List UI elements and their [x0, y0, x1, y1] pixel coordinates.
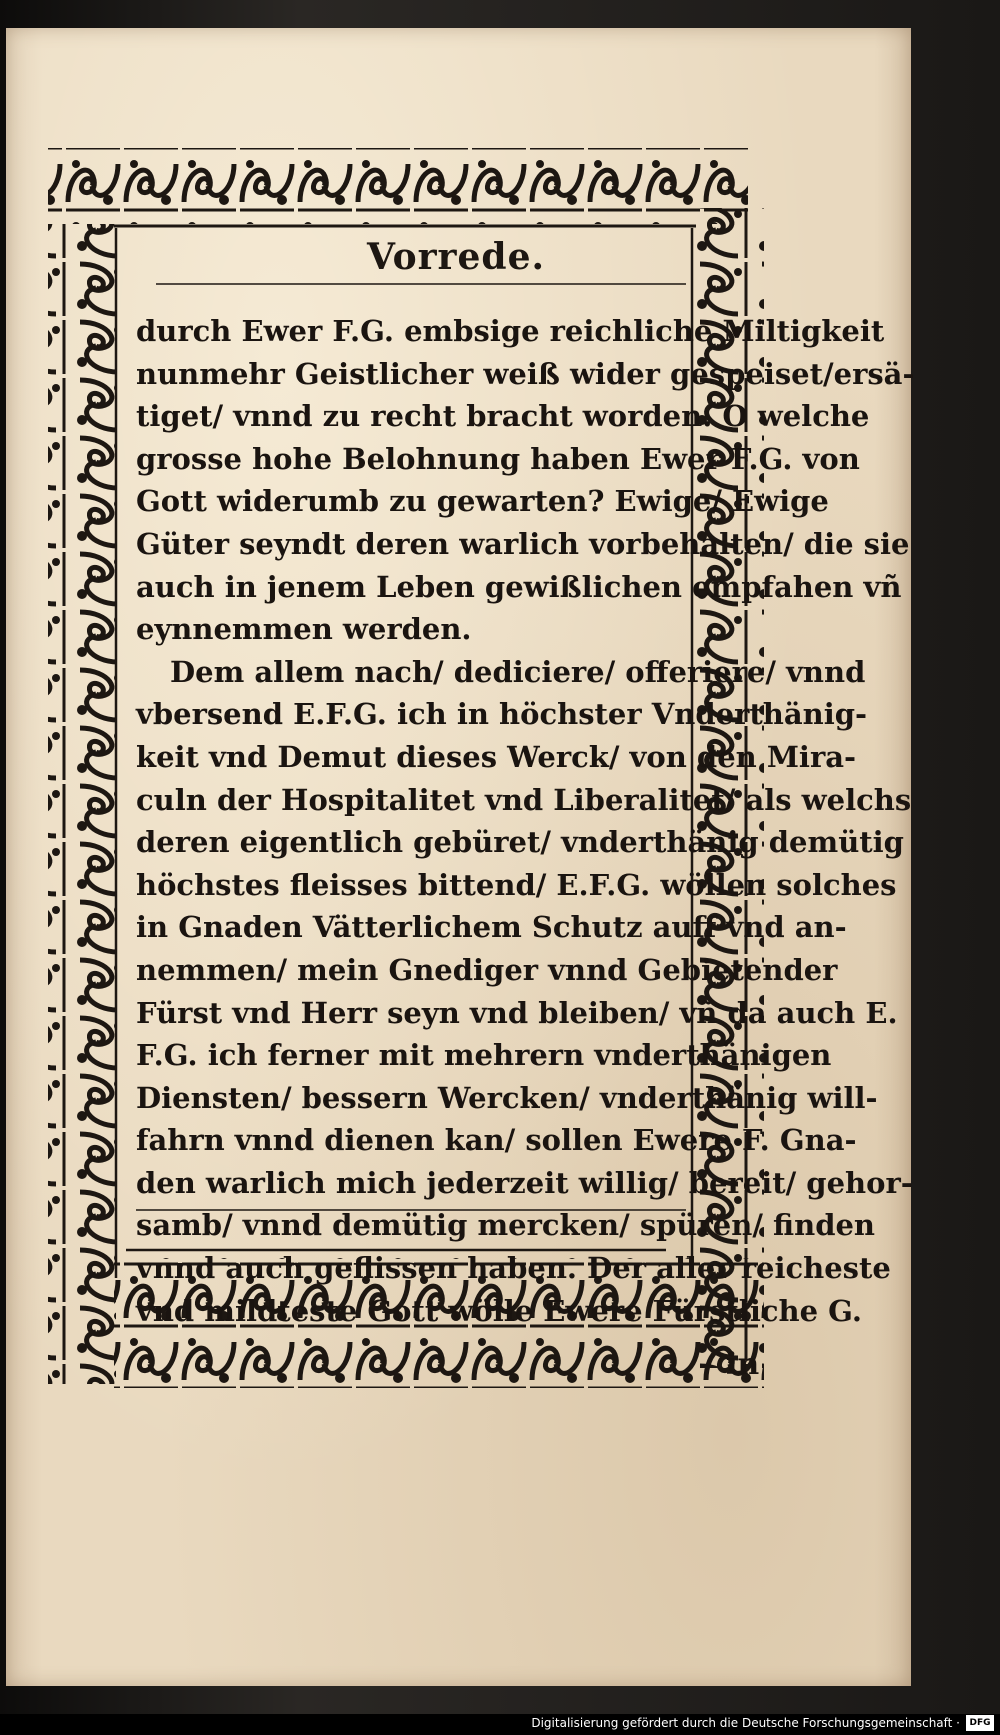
text-line: Güter seyndt deren warlich vorbehalten/ die sie	[136, 526, 910, 561]
text-line: grosse hohe Belohnung haben Ewer F.G. von	[136, 441, 860, 476]
text-line: samb/ vnnd demütig mercken/ spüren/ finden	[136, 1208, 876, 1243]
text-line: Fürst vnd Herr seyn vnd bleiben/ vñ da auch E.	[136, 995, 898, 1030]
text-line: vbersend E.F.G. ich in höchster Vnderthänig-	[136, 697, 868, 732]
text-line: eynnemmen werden.	[136, 612, 472, 647]
text-line: Diensten/ bessern Wercken/ vnderthänig will-	[136, 1080, 878, 1115]
text-line: vnd mildteste Gott wölle Ewere Fürstliche G.	[136, 1293, 862, 1328]
text-line: höchstes fleisses bittend/ E.F.G. wöllen solches	[136, 867, 897, 902]
text-line: vnnd auch geflissen haben. Der aller reicheste	[136, 1251, 891, 1286]
text-line: Gott widerumb zu gewarten? Ewige/ Ewige	[136, 484, 829, 519]
text-line: fahrn vnnd dienen kan/ sollen Ewere F. Gna-	[136, 1123, 857, 1158]
footer-credit: Digitalisierung gefördert durch die Deutsche Forschungsgemeinschaft ·	[531, 1716, 960, 1730]
text-line: auch in jenem Leben gewißlichen empfahen vñ	[136, 569, 902, 604]
text-line: durch Ewer F.G. embsige reichliche Miltigkeit	[136, 314, 885, 348]
book-page	[6, 28, 915, 1686]
text-line: in Gnaden Vätterlichem Schutz auff vnd an-	[136, 910, 847, 945]
catchword: in	[726, 1347, 760, 1382]
text-line: culn der Hospitalitet vnd Liberalitet/ als welchs	[136, 782, 912, 817]
dfg-logo-icon: DFG	[966, 1715, 994, 1731]
text-line: den warlich mich jederzeit willig/ bereit/ gehor-	[136, 1165, 913, 1200]
text-line: F.G. ich ferner mit mehrern vnderthänigen	[136, 1038, 832, 1073]
text-line: keit vnd Demut dieses Werck/ von den Mira-	[136, 739, 857, 774]
text-line: tiget/ vnnd zu recht bracht worden. O welche	[136, 399, 870, 434]
text-line: nunmehr Geistlicher weiß wider gespeiset/ersä-	[136, 356, 915, 391]
body-text	[136, 310, 915, 1332]
running-header: Vorrede.	[366, 236, 546, 278]
text-line: deren eigentlich gebüret/ vnderthänig demütig	[136, 825, 904, 860]
text-line: Dem allem nach/ dediciere/ offeriere/ vnnd	[170, 654, 866, 689]
text-line: nemmen/ mein Gnediger vnnd Gebietender	[136, 952, 838, 987]
